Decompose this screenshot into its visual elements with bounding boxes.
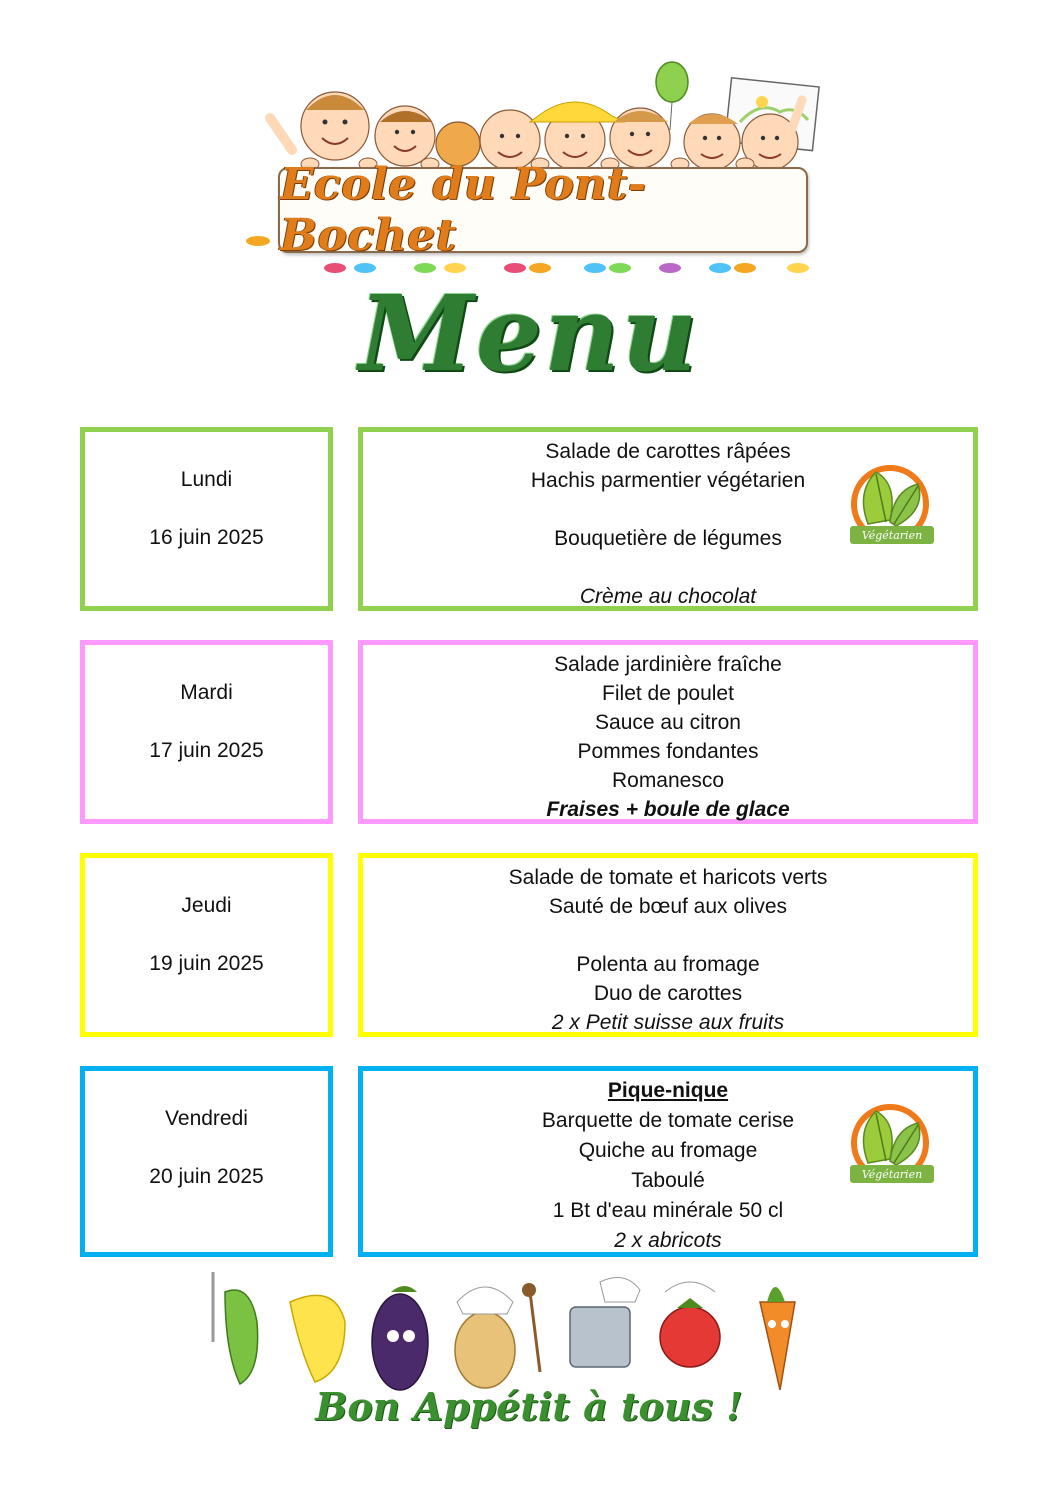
dish-item: Barquette de tomate cerise (541, 1109, 795, 1132)
dish-item: Taboulé (631, 1169, 705, 1192)
dish-item: Romanesco (611, 769, 725, 792)
day-box (80, 640, 333, 824)
dishes-box (358, 427, 978, 611)
day-box (80, 427, 333, 611)
dish-item: Salade de tomate et haricots verts (508, 866, 828, 889)
vegetable-characters-illustration (195, 1262, 825, 1402)
dish-item: 1 Bt d'eau minérale 50 cl (552, 1199, 784, 1222)
dish-item: Polenta au fromage (576, 953, 760, 976)
dish-item: Hachis parmentier végétarien (530, 469, 806, 492)
page-title: Menu (358, 272, 700, 395)
day-date: 16 juin 2025 (149, 526, 264, 549)
dishes-box (358, 853, 978, 1037)
day-row-mardi (80, 640, 978, 824)
day-box (80, 1066, 333, 1257)
day-box (80, 853, 333, 1037)
vegetarian-badge-label: Végétarien (861, 1168, 923, 1181)
dish-item: Sauce au citron (595, 711, 741, 734)
dish-item: Bouquetière de légumes (554, 527, 782, 550)
dish-item: Pique-nique (607, 1079, 729, 1102)
day-name: Lundi (180, 468, 233, 491)
vegetarian-badge-label: Végétarien (861, 529, 923, 542)
day-row-vendredi (80, 1066, 978, 1257)
dishes-box (358, 1066, 978, 1257)
dish-item: Sauté de bœuf aux olives (548, 895, 788, 918)
dish-list (363, 863, 973, 1037)
day-row-jeudi (80, 853, 978, 1037)
dish-spacer (363, 921, 973, 950)
dish-spacer (363, 553, 973, 582)
dish-item: Crème au chocolat (579, 585, 757, 608)
dish-item: Fraises + boule de glace (546, 798, 790, 821)
school-name: Ecole du Pont-Bochet (280, 159, 647, 261)
vegetarian-badge-icon (846, 462, 938, 552)
dish-item: Salade jardinière fraîche (554, 653, 782, 676)
header-banner (240, 60, 820, 280)
dishes-box (358, 640, 978, 824)
day-date: 17 juin 2025 (149, 739, 264, 762)
dish-item: 2 x abricots (614, 1229, 722, 1252)
dish-list (363, 650, 973, 824)
dish-item: Filet de poulet (602, 682, 734, 705)
dish-item: Pommes fondantes (577, 740, 759, 763)
day-date: 20 juin 2025 (149, 1165, 264, 1188)
day-date: 19 juin 2025 (149, 952, 264, 975)
footer-greeting: Bon Appétit à tous ! (315, 1384, 743, 1429)
day-name: Vendredi (165, 1107, 248, 1130)
school-name-plaque (278, 159, 808, 261)
day-row-lundi (80, 427, 978, 611)
dish-item: Salade de carottes râpées (545, 440, 791, 463)
day-name: Jeudi (181, 894, 232, 917)
dish-item: Duo de carottes (593, 982, 743, 1005)
day-name: Mardi (180, 681, 233, 704)
vegetarian-badge-icon (846, 1101, 938, 1191)
dish-item: Quiche au fromage (578, 1139, 758, 1162)
dish-item: 2 x Petit suisse aux fruits (551, 1011, 785, 1034)
